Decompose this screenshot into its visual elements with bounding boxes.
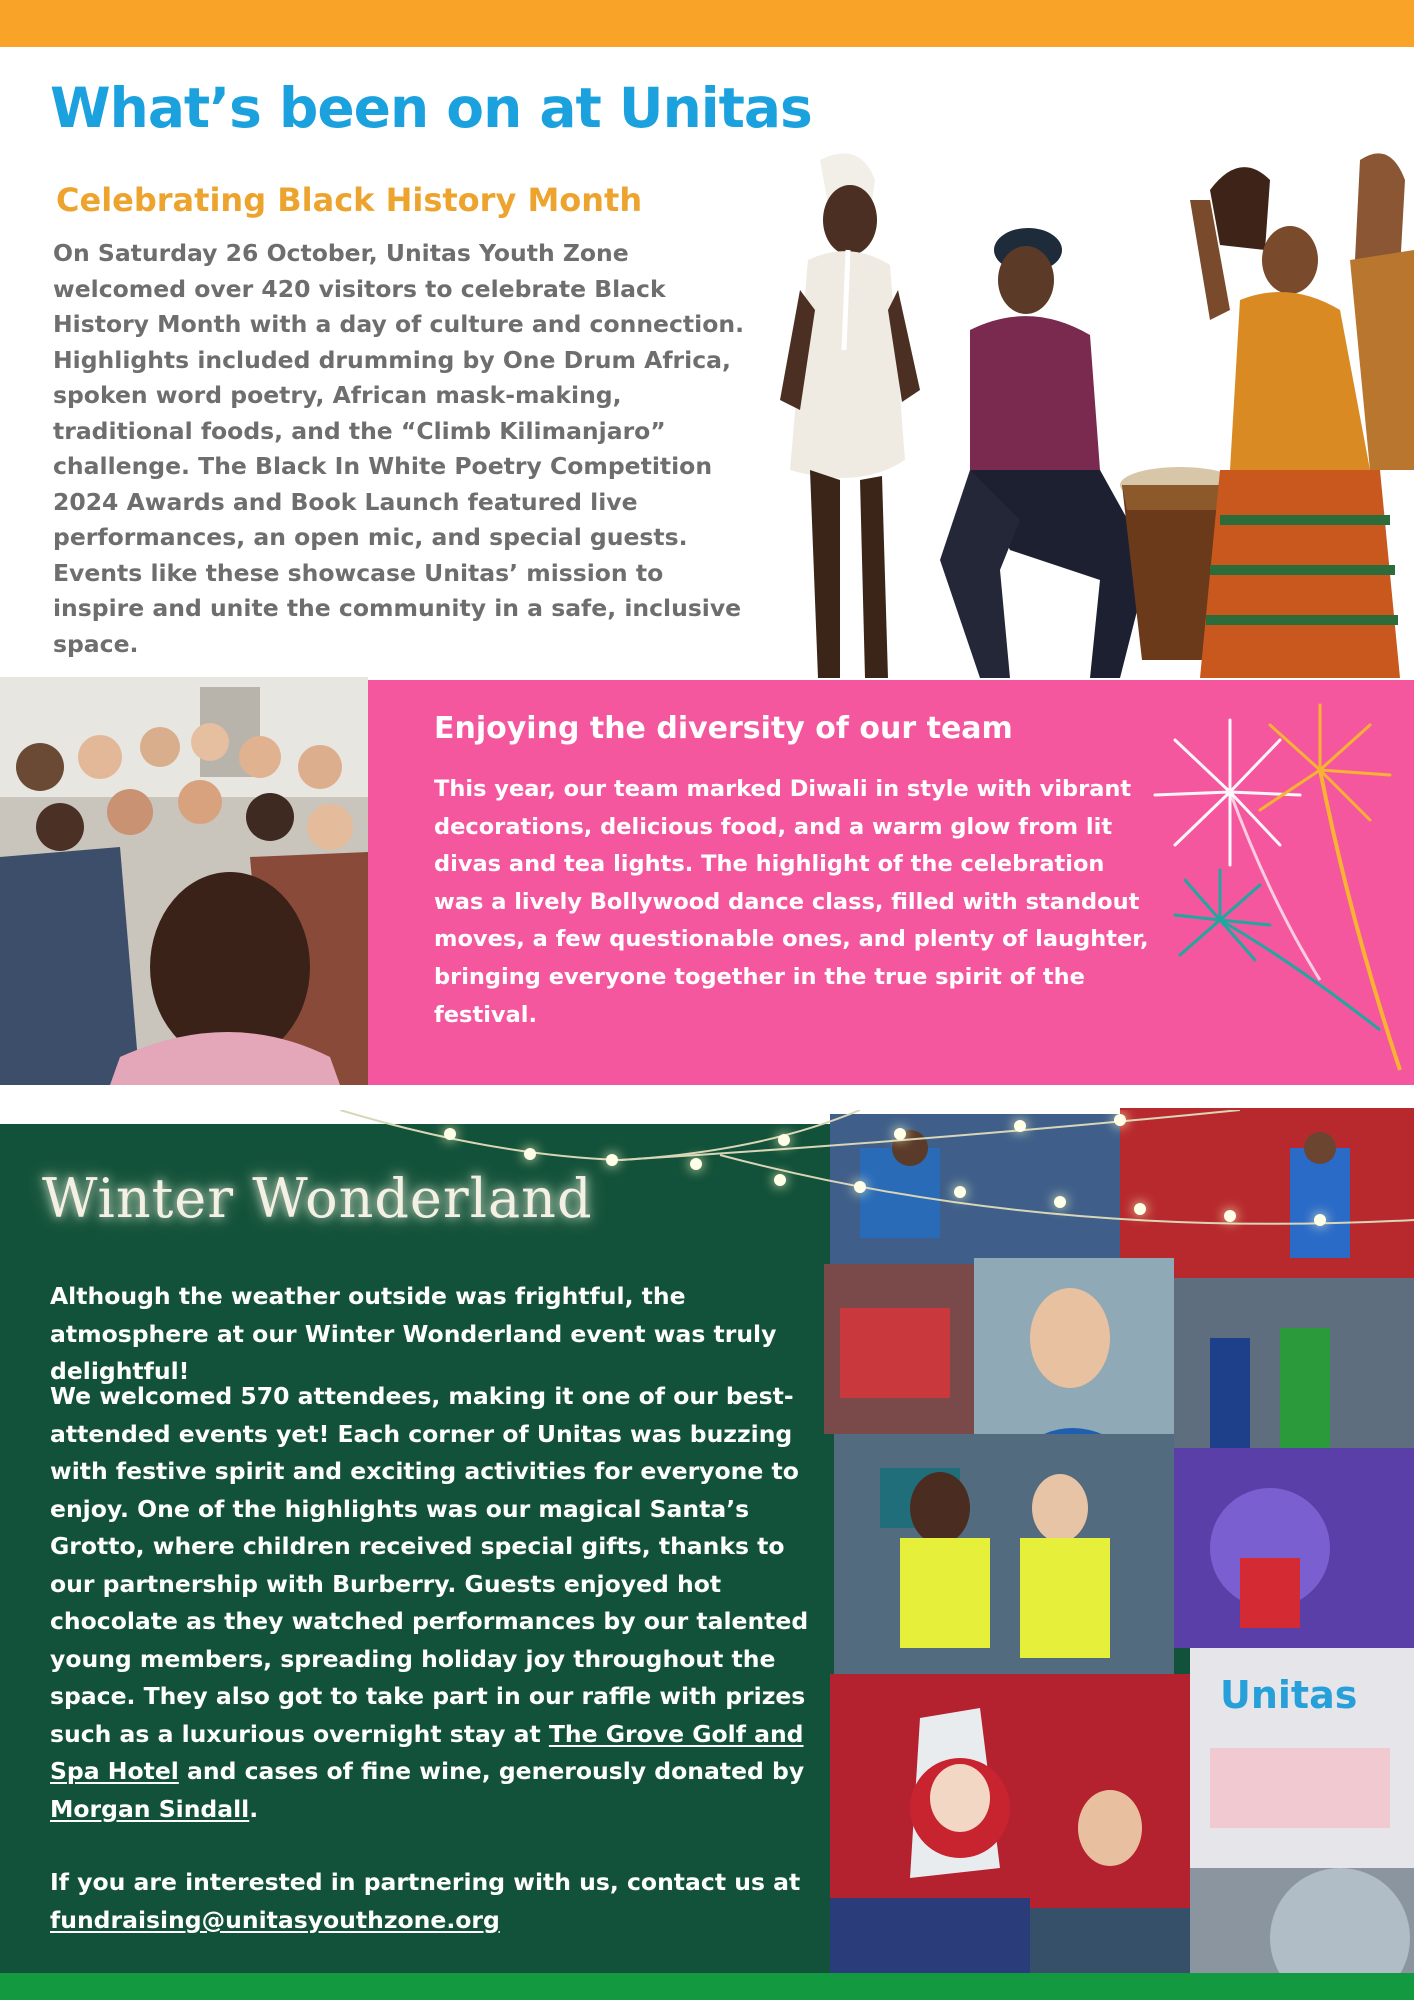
bhm-body-text: On Saturday 26 October, Unitas Youth Zone welcomed over 420 visitors to celebrate Black History Month with a day of culture and connection. Highlights included drumming by One Drum Africa, spoken word poetry, African mask-making, traditional foods, and the “Climb Kilimanjaro” challenge. The Black In White Poetry Competition 2024 Awards and Book Launch featured live performances, an open mic, and special guests. Events like these showcase Unitas’ mission to inspire and unite the community in a safe, inclusive space. [53,239,745,658]
winter-main-text-mid: and cases of fine wine, generously donated by [178,1757,805,1785]
diversity-body-text: This year, our team marked Diwali in style with vibrant decorations, delicious food, and a warm glow from lit divas and tea lights. The highlight of the celebration was a lively Bollywood dance class, filled with standout moves, a few questionable ones, and plenty of laughter, bringing everyone together in the true spirit of the festival. [434,776,1149,1028]
performer-drummer [940,228,1240,678]
diversity-heading: Enjoying the diversity of our team [434,711,1013,746]
fundraising-email-link[interactable]: fundraising@unitasyouthzone.org [50,1905,500,1934]
winter-intro-text: Although the weather outside was frightful, the atmosphere at our Winter Wonderland event was truly delightful! [50,1282,777,1385]
team-group-selfie-photo [0,677,368,1085]
partnership-text: If you are interested in partnering with us, contact us at [50,1868,801,1896]
partnership-contact-text [50,1864,820,1939]
winter-main-text-start: We welcomed 570 attendees, making it one of our best-attended events yet! Each corner of Unitas was buzzing with festive spirit and exciting activities for everyone to enjoy. One of the highlights was our magical Santa’s Grotto, where children received special gifts, thanks to our partnership with Burberry. Guests enjoyed hot chocolate as they watched performances by our talented young members, spreading holiday joy throughout the space. They also got to take part in our raffle with prizes such as a luxurious overnight stay at [50,1382,809,1748]
performers-dancers [1190,153,1414,678]
winter-photo-collage [820,1108,1414,2000]
unitas-sign-text: Unitas [1220,1673,1358,1717]
morgan-sindall-link[interactable]: Morgan Sindall [50,1794,250,1823]
performer-white-dress [780,153,920,678]
winter-main-text [50,1378,820,1828]
grove-hotel-link[interactable]: The Grove Golf and Spa Hotel [50,1719,804,1785]
winter-heading: Winter Wonderland [42,1167,593,1230]
bhm-heading: Celebrating Black History Month [56,181,643,219]
page-title: What’s been on at Unitas [50,76,812,140]
bottom-green-bar [0,1973,1414,2000]
bhm-performers-photo [770,140,1414,678]
winter-main-text-end: . [249,1794,259,1823]
top-orange-bar [0,0,1414,47]
fireworks-decoration [1140,700,1414,1080]
